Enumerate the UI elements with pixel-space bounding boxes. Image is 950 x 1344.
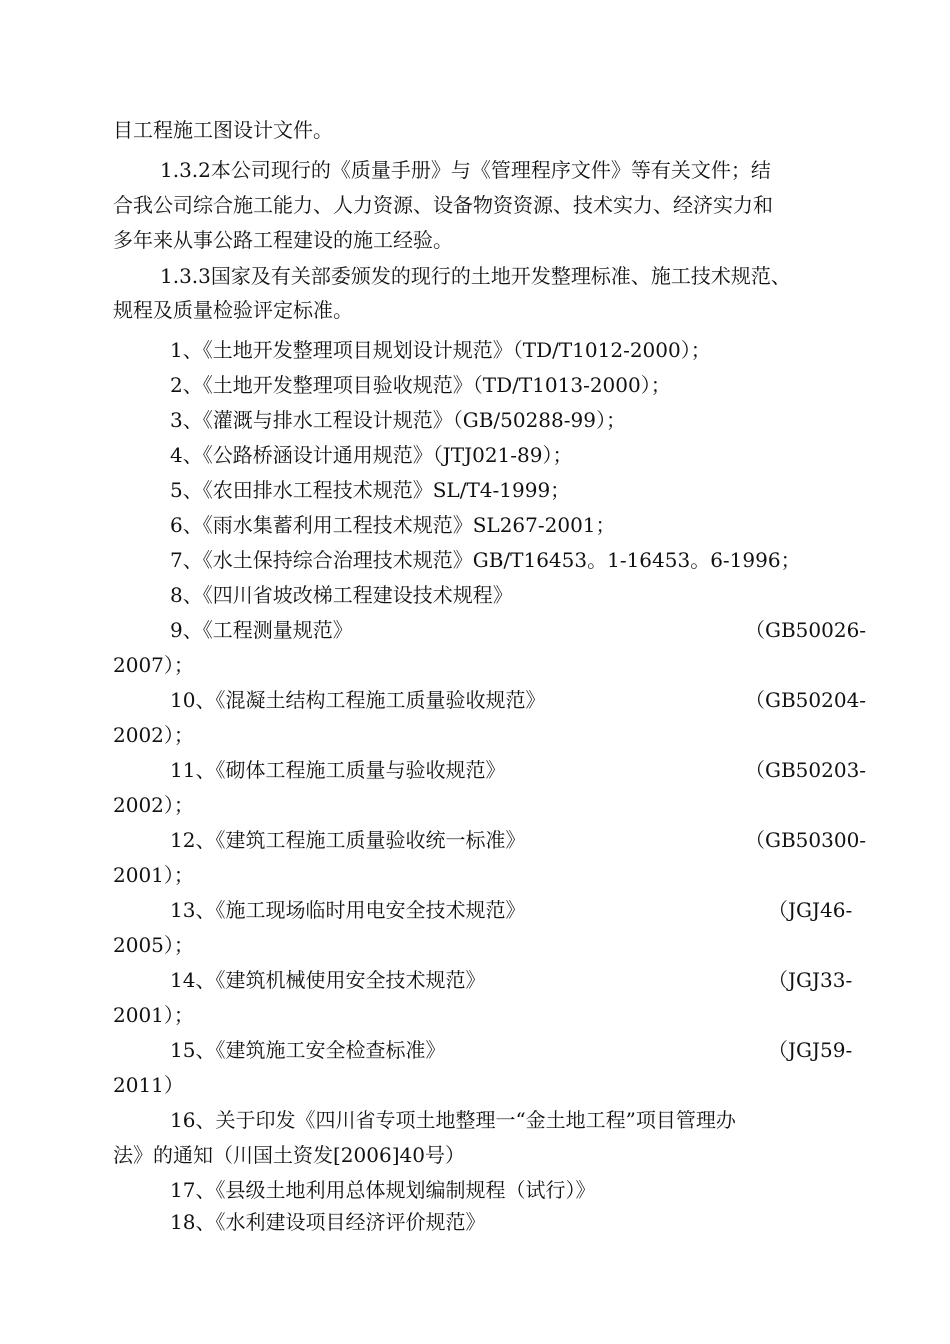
list-item-title: 14、《建筑机械使用安全技术规范》: [170, 968, 486, 992]
list-item: 18、《水利建设项目经济评价规范》: [170, 1210, 486, 1234]
list-item: 4、《公路桥涵设计通用规范》（JTJ021-89）；: [170, 443, 573, 467]
list-item-title: 11、《砌体工程施工质量与验收规范》: [170, 758, 506, 782]
list-item: 3、《灌溉与排水工程设计规范》（GB/50288-99）；: [170, 408, 626, 432]
list-item-line-1: 16、关于印发《四川省专项土地整理一“金土地工程”项目管理办: [170, 1108, 736, 1132]
list-item-code-continuation: 2011）: [113, 1073, 184, 1097]
list-item: 5、《农田排水工程技术规范》SL/T4-1999；: [170, 478, 571, 502]
list-item-code: （GB50300-: [745, 828, 867, 852]
list-item-code: （GB50203-: [745, 758, 867, 782]
paragraph-1-line-3: 多年来从事公路工程建设的施工经验。: [113, 228, 453, 252]
list-item-title: 13、《施工现场临时用电安全技术规范》: [170, 898, 526, 922]
paragraph-2-line-2: 规程及质量检验评定标准。: [113, 298, 353, 322]
list-item-code: （JGJ59-: [768, 1038, 853, 1062]
list-item: 2、《土地开发整理项目验收规范》（TD/T1013-2000）；: [170, 373, 671, 397]
list-item-code-continuation: 2001）；: [113, 1003, 194, 1027]
list-item-code-continuation: 2007）；: [113, 653, 194, 677]
list-item-code: （JGJ33-: [768, 968, 853, 992]
list-item: 7、《水土保持综合治理技术规范》GB/T16453。1-16453。6-1996；: [170, 548, 801, 572]
list-item-title: 12、《建筑工程施工质量验收统一标准》: [170, 828, 526, 852]
list-item-code: （GB50026-: [745, 618, 867, 642]
list-item-title: 10、《混凝土结构工程施工质量验收规范》: [170, 688, 546, 712]
list-item-code-continuation: 2001）；: [113, 863, 194, 887]
list-item: 17、《县级土地利用总体规划编制规程（试行）》: [170, 1178, 596, 1202]
paragraph-2-line-1: 1.3.3国家及有关部委颁发的现行的土地开发整理标准、施工技术规范、: [160, 264, 791, 288]
list-item-code-continuation: 2005）；: [113, 933, 194, 957]
list-item-code-continuation: 2002）；: [113, 723, 194, 747]
paragraph-1-line-1: 1.3.2本公司现行的《质量手册》与《管理程序文件》等有关文件；结: [160, 158, 771, 182]
list-item: 1、《土地开发整理项目规划设计规范》（TD/T1012-2000）；: [170, 338, 711, 362]
list-item-code: （JGJ46-: [768, 898, 853, 922]
list-item: 6、《雨水集蓄利用工程技术规范》SL267-2001；: [170, 513, 616, 537]
paragraph-1-line-2: 合我公司综合施工能力、人力资源、设备物资资源、技术实力、经济实力和: [113, 193, 773, 217]
paragraph-continuation: 目工程施工图设计文件。: [113, 118, 333, 142]
list-item-line-2: 法》的通知（川国土资发[2006]40号）: [113, 1143, 465, 1167]
list-item-title: 9、《工程测量规范》: [170, 618, 353, 642]
list-item-title: 15、《建筑施工安全检查标准》: [170, 1038, 446, 1062]
list-item-code: （GB50204-: [745, 688, 867, 712]
list-item: 8、《四川省坡改梯工程建设技术规程》: [170, 583, 513, 607]
list-item-code-continuation: 2002）；: [113, 793, 194, 817]
